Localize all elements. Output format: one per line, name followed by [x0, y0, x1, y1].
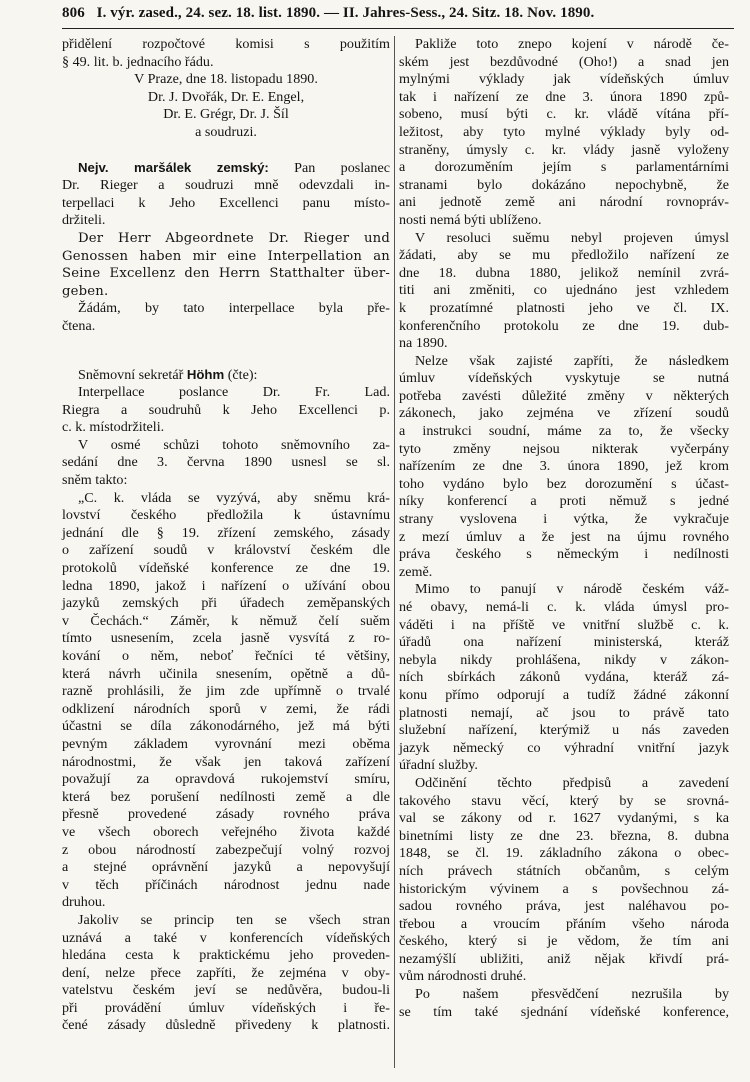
text-line: a instrukci soudní, máme za to, že všecky: [399, 423, 729, 440]
text-line: vatelstvu českém jeví se nedůvěra, budou-li: [62, 982, 390, 999]
text-line: sadou rovného práva, jest naléhavou po-: [399, 898, 729, 915]
text-line: val se zákony od r. 1627 vydanými, s ka: [399, 810, 729, 827]
text-line: ském jest bezdůvodné (Oho!) a snad jen: [399, 53, 729, 70]
paragraph-po-nasem: [399, 986, 729, 1021]
text-line: lovství českého předložila k ústavnímu: [62, 507, 390, 524]
text-line: úřadů ona nařízení ministerská, kteráž: [399, 634, 729, 651]
text-line: k prozatímné platnosti jeho ve čl. IX.: [399, 299, 729, 316]
text-line: stranami bylo dokázáno nepochybně, že: [399, 176, 729, 193]
text-line: na 1890.: [399, 335, 448, 352]
text-line: a stejné oprávnění jazyků a nepovyšují: [62, 859, 390, 876]
text-line: nebyla nikdy prohlášena, nikdy v zákon-: [399, 651, 729, 668]
paragraph-secretary: Sněmovní sekretář Höhm (čte):: [78, 366, 258, 383]
text-line: dení, nelze přece zapříti, že zejména v oby-: [62, 964, 390, 981]
paragraph-request: Žádám, by tato interpellace byla pře- čtena.: [62, 300, 390, 334]
text-line: která návrh učinila snesením, opětně a dů-: [62, 665, 390, 682]
text-line: né obavy, nemá-li c. k. vláda úmysl pro-: [399, 599, 729, 615]
text-line: ležitost, aby tyto mylné výklady byly od-: [399, 123, 729, 140]
speaker-name: Höhm: [186, 366, 225, 382]
paragraph-odcineni: [399, 775, 729, 986]
text-line: 1848, se čl. 19. základního zákona o obec-: [399, 845, 729, 862]
text-line: protokolů vídeňské konference ze dne 19.: [62, 560, 390, 577]
paragraph-marshal: Nejv. maršálek zemský: Pan poslanec Dr. Rieger a soudruzi mně odevzdali in- terpellaci k Jeho Excellenci panu místo- držiteli.: [62, 159, 390, 229]
text-line: v těch příčinách národnost jednu nade: [62, 876, 390, 893]
paragraph-assignment: přidělení rozpočtové komisi s použitím § 49. lit. b. jednacího řádu.: [62, 36, 390, 70]
paragraph-jakoliv: [62, 912, 390, 1035]
text-line: toho vydáno bylo bez dorozumění s účast-: [399, 475, 729, 492]
text-line: přesně provedené zásady rovného práva: [62, 806, 390, 823]
text-line: účastni se díla zákonodárného, jež má býti: [62, 718, 390, 735]
text-line: ledna 1890, jakož i nařízení o užívání obou: [62, 577, 390, 594]
text-line: platnosti nemají, ač jsou to právě tato: [399, 704, 729, 721]
speaker-name: Nejv. maršálek zemský:: [78, 159, 269, 175]
text-line: Pakliže toto znepo kojení v národě če-: [415, 36, 729, 52]
text-line: Po našem přesvědčení nezrušila by: [415, 986, 729, 1003]
text-line: titi ani změniti, co ujednáno jest vzhledem: [399, 282, 729, 299]
text-line: binetními listy ze dne 23. března, 8. dubna: [399, 827, 729, 844]
text-line: potřeba zavésti důležité změny v některých: [399, 387, 729, 404]
header-rule: [62, 28, 734, 29]
text-line: považují za opravdová rukojemství smíru,: [62, 771, 390, 788]
paragraph-quote: [62, 490, 390, 912]
text-line: jazyků zemských při úřadech zeměpanských: [62, 595, 390, 612]
text-line: hledána cesta k praktickému jeho proveden-: [62, 947, 390, 964]
text-line: Jakoliv se princip ten se všech stran: [78, 911, 390, 928]
text-line: žádati, aby se mu předložilo nařízení ze: [399, 247, 729, 264]
text-line: třebou a vroucím přáním všeho národa: [399, 915, 729, 932]
text-line: Nelze však zajisté zapříti, že následkem: [415, 352, 729, 369]
text-line: o zařízení soudů v království českém dle: [62, 542, 390, 559]
text-line: konferenčního protokolu ze dne 19. dub-: [399, 317, 729, 334]
text-line: pevným základem vyrovnání mezi oběma: [62, 735, 390, 752]
text-line: odklizení národních sporů v zemi, že rádi: [62, 700, 390, 717]
text-line: tak i nařízení ze dne 3. února 1890 způ-: [399, 88, 729, 105]
paragraph-mimo: [399, 581, 729, 775]
text-line: nosti nemá býti ublíženo.: [399, 211, 542, 228]
text-line: služební nařízení, kterýmiž u nás zaveden: [399, 722, 729, 739]
text-line: takového stavu věcí, který by se srovná-: [399, 792, 729, 809]
text-line: v Čechách.“ Záměr, k němuž čelí suěm: [62, 612, 390, 629]
text-line: mylnými výklady jak vídeňských úmluv: [399, 71, 729, 88]
text-line: sobeno, musí býti c. kr. vládě vítána pří-: [399, 106, 729, 123]
text-line: váděti i na příště ve vnitřní službě c. k.: [399, 616, 729, 633]
text-line: se tím také sjednání vídeňské konference,: [399, 1003, 729, 1020]
text-line: z obou národností zabezpečují volný rozvoj: [62, 841, 390, 858]
text-line: strany vyslovena i výtka, že vykračuje: [399, 511, 729, 528]
text-line: práva českého s německým i nedílnosti: [399, 546, 729, 563]
interpellation-title: Interpellace poslance Dr. Fr. Lad. Riegra a soudruhů k Jeho Excellenci p. c. k. místodržiteli.: [62, 384, 390, 436]
text-line: tyto změny nejsou nikterak vyčerpány: [399, 440, 729, 457]
text-line: z mezí úmluv a že jest na újmu rovného: [399, 528, 729, 545]
paragraph-resolution: [399, 230, 729, 353]
text-line: uznává a také v konferencích vídeňských: [62, 929, 390, 946]
text-line: úřadní služby.: [399, 757, 478, 774]
text-line: čené zásady důsledně přivedeny k platnosti.: [62, 1017, 390, 1034]
paragraph-german: Der Herr Abgeordnete Dr. Rieger und Genossen haben mir eine Interpellation an Seine Excellenz den Herrn Statthalter über- geben.: [62, 230, 390, 299]
text-line: jazyk německý co výhradní vnitřní jazyk: [399, 739, 729, 756]
text-line: razně prohlásili, že jim zde upřímně o trvalé: [62, 683, 390, 700]
text-line: V resoluci suěmu nebyl projeven úmysl: [415, 229, 729, 246]
paragraph-eighth-session: V osmé schůzi tohoto sněmovního za- sedání dne 3. června 1890 usnesl se sl. sněm takto:: [62, 436, 390, 489]
page-number: 806: [62, 5, 85, 21]
paragraph-paklize: [399, 36, 729, 230]
text-line: ních sbírkách zákonů vydána, kteráž zá-: [399, 669, 729, 686]
right-column: [399, 36, 729, 1021]
text-line: straněny, úmysly c. kr. vlády jasně vyloženy: [399, 141, 729, 158]
text-line: ani jednotě země ani národní rovnopráv-: [399, 194, 729, 211]
text-line: vům národnosti druhé.: [399, 968, 527, 985]
paragraph-nelze: [399, 353, 729, 582]
text-line: úmluv vídeňských vyskytuje se nutná: [399, 370, 729, 387]
text-line: země.: [399, 563, 433, 580]
text-line: Mimo to panují v národě českém váž-: [415, 581, 729, 598]
text-line: historickým vývinem a s povšechnou zá-: [399, 880, 729, 897]
text-line: níky konferencí a proti němuž s jedné: [399, 493, 729, 510]
text-line: druhou.: [62, 894, 106, 911]
left-column: [62, 36, 390, 1035]
text-line: nezamýšlí ubližiti, aniž nějak křivdí prá-: [399, 950, 729, 967]
signature-date: V Praze, dne 18. listopadu 1890.: [134, 71, 318, 88]
text-line: Odčinění těchto předpisů a zavedení: [415, 774, 729, 791]
text-line: zákonech, jako zejména ve zřízení soudů: [399, 405, 729, 422]
running-title: I. výr. zased., 24. sez. 18. list. 1890. — II. Jahres-Sess., 24. Sitz. 18. Nov. 1890.: [96, 5, 595, 21]
text-line: tímto usnesením, zcela jasně vysvítá z ro-: [62, 630, 390, 647]
text-line: při provádění úmluv vídeňských i ře-: [62, 999, 390, 1016]
text-line: ních právech státních občanům, s celým: [399, 862, 729, 879]
text-line: ve všech oborech veřejného života každé: [62, 823, 390, 840]
text-line: jednání dle § 19. zřízení zemského, zásady: [62, 524, 390, 541]
signatories: Dr. J. Dvořák, Dr. E. Engel, Dr. E. Grégr, Dr. J. Šíl a soudruzi.: [147, 88, 305, 140]
text-line: národnostmi, že však jen taková zařízení: [62, 753, 390, 770]
text-line: konu přímo odporují a tudíž žádné zákonní: [399, 686, 729, 703]
text-line: kování o něm, neboť řečníci té většiny,: [62, 648, 390, 664]
text-line: která bez porušení nedílnosti země a dle: [62, 788, 390, 805]
text-line: „C. k. vláda se vyzývá, aby sněmu krá-: [78, 489, 390, 506]
page-header: [62, 5, 736, 22]
text-line: českého, který si je vědom, že tím ani: [399, 933, 729, 950]
text-line: nařízením ze dne 3. února 1890, jež krom: [399, 458, 729, 475]
text-line: a dorozuměním jejím s parlamentárními: [399, 159, 729, 176]
text-line: dne 18. dubna 1880, jelikož nemínil zvrá-: [399, 264, 729, 281]
column-divider: [394, 36, 395, 1068]
